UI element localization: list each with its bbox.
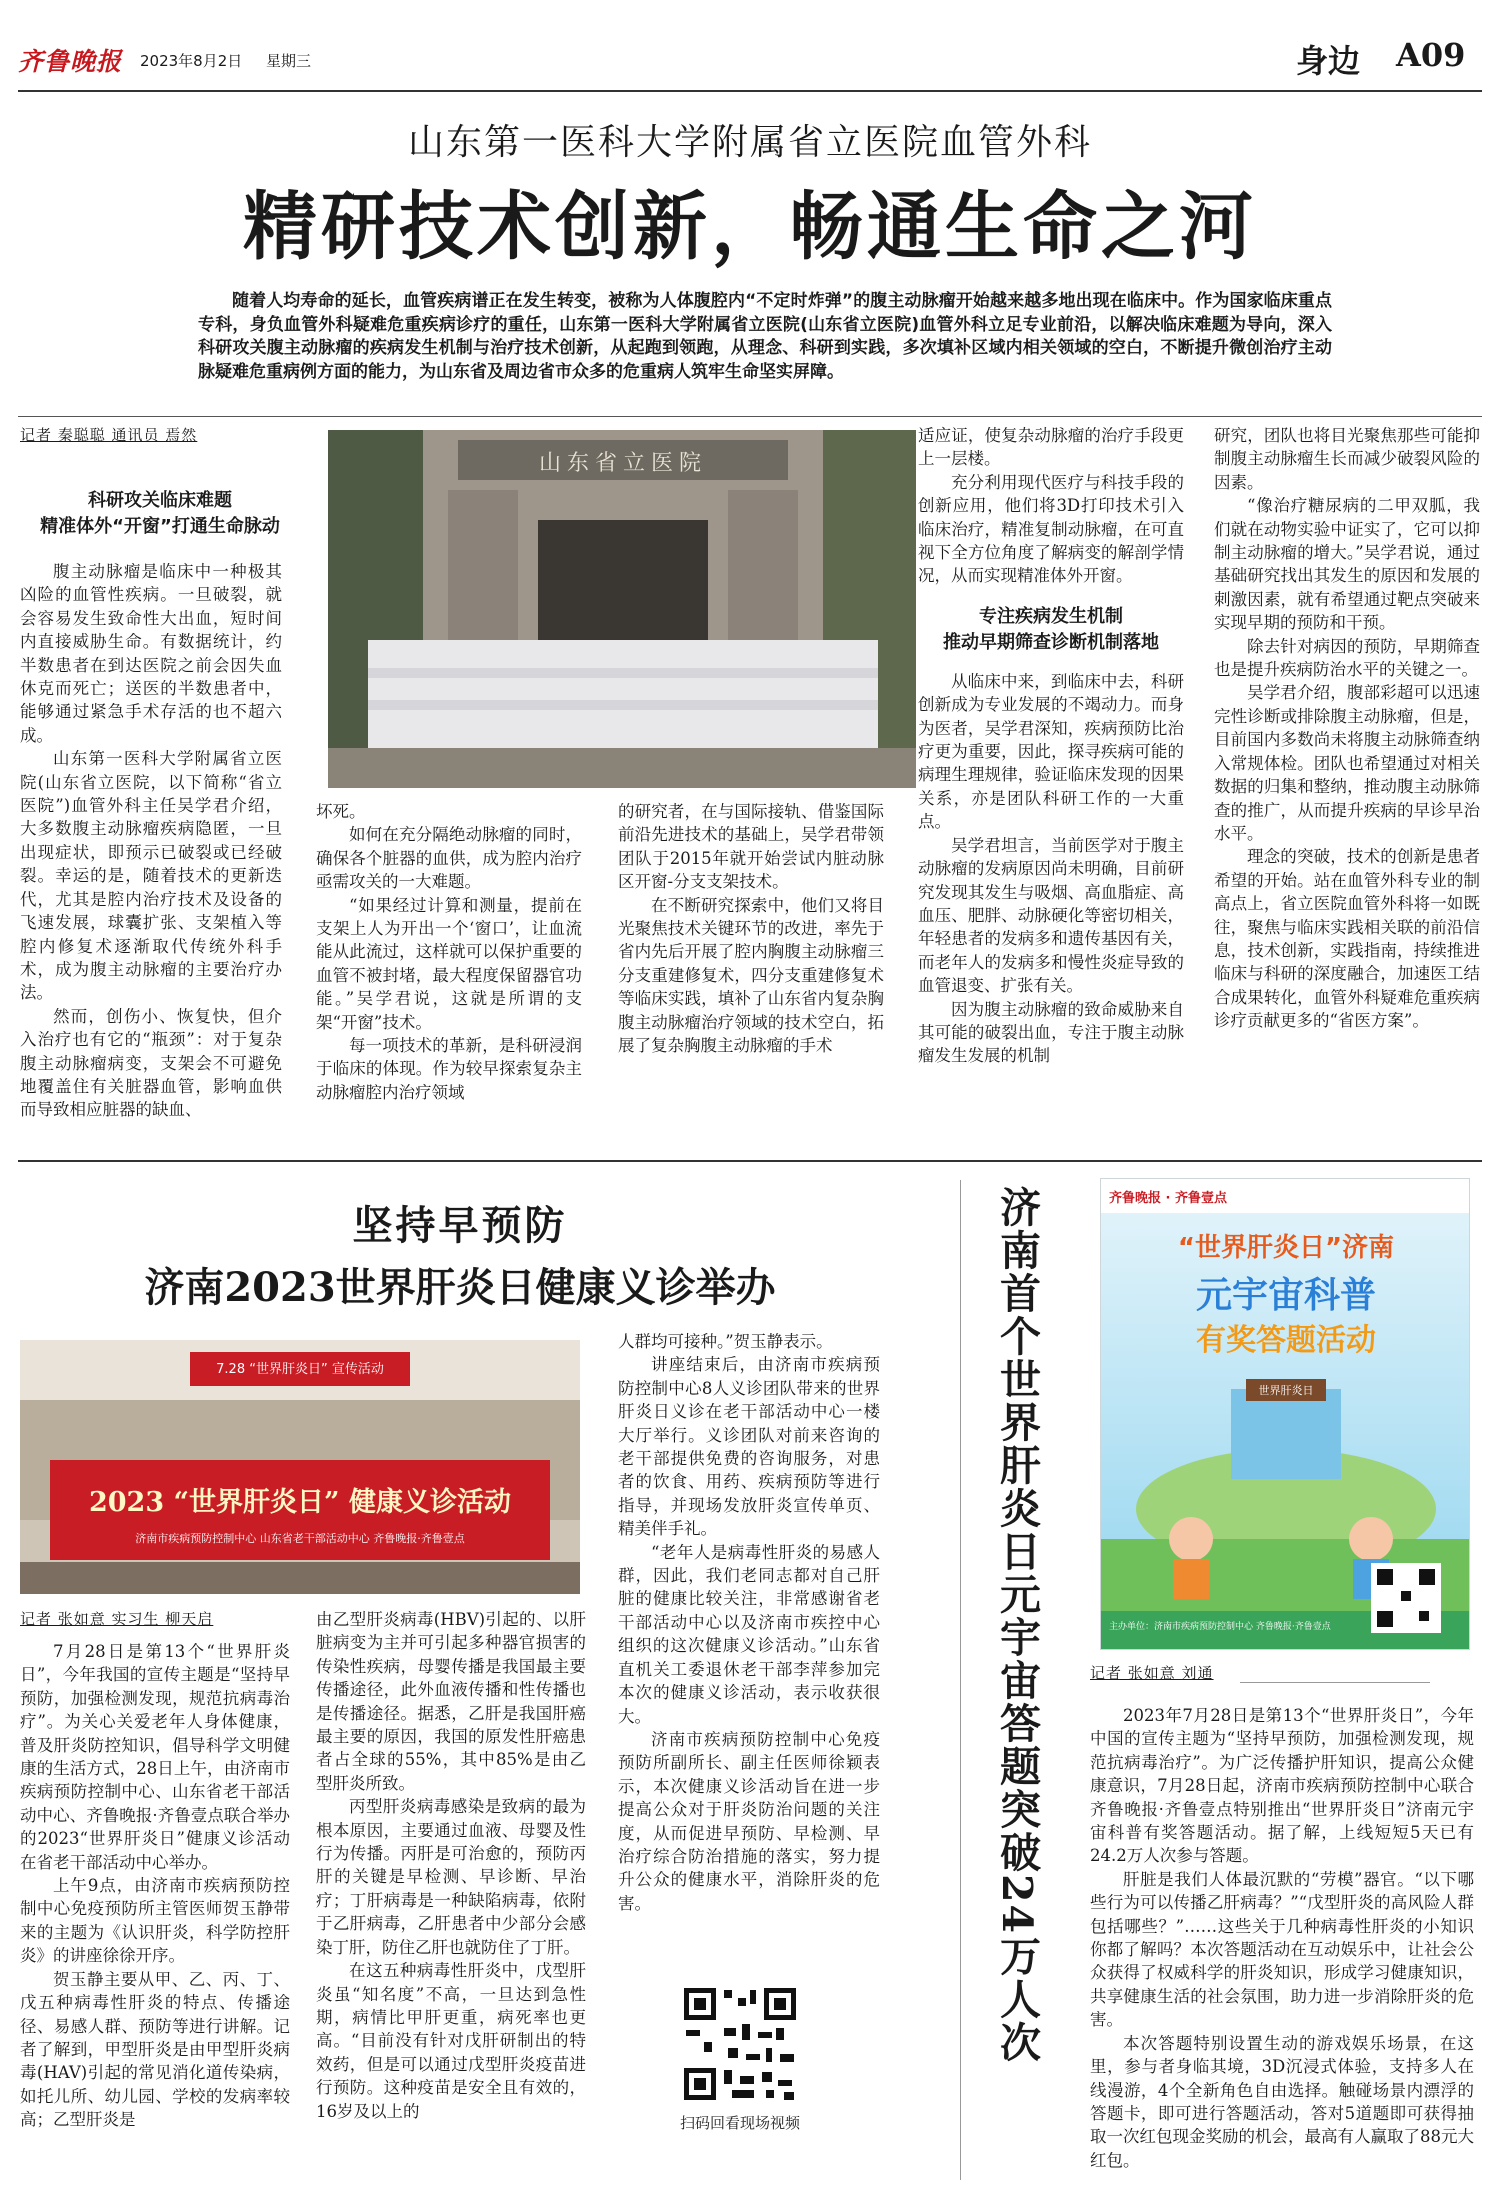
paragraph: 坏死。 xyxy=(316,802,366,821)
qr-code[interactable] xyxy=(680,1984,800,2104)
article1-col3 xyxy=(618,800,884,1057)
event-banner-top: 7.28 “世界肝炎日” 宣传活动 xyxy=(216,1362,384,1377)
article1-col2 xyxy=(316,800,582,1104)
paragraph: 充分利用现代医疗与科技手段的创新应用，他们将3D打印技术引入临床治疗，精准复制动脉瘤，在可直视下全方位角度了解病变的解剖学情况，从而实现精准体外开窗。 xyxy=(918,472,1184,586)
article2-headline-2: 济南2023世界肝炎日健康义诊举办 xyxy=(144,1264,776,1311)
paragraph: 适应证，使复杂动脉瘤的治疗手段更上一层楼。 xyxy=(918,426,1184,469)
article2-colC xyxy=(618,1330,880,1915)
poster-footer: 主办单位：济南市疾病预防控制中心 齐鲁晚报·齐鲁壹点 xyxy=(1109,1622,1331,1632)
poster-title-2: 元宇宙科普 xyxy=(1195,1275,1376,1316)
paragraph: 然而，创伤小、恢复快，但介入治疗也有它的“瓶颈”：对于复杂腹主动脉瘤病变，支架会不可避免地覆盖住有关脏器血管，影响血供而导致相应脏器的缺血、 xyxy=(20,1006,282,1120)
article3-body xyxy=(1090,1704,1474,2172)
paragraph: 山东第一医科大学附属省立医院(山东省立医院，以下简称“省立医院”)血管外科主任吴学君介绍，大多数腹主动脉瘤疾病隐匿，一旦出现症状，即预示已破裂或已经破裂。幸运的是，随着技术的更新迭代，尤其是腔内治疗技术及设备的飞速发展，球囊扩张、支架植入等腔内修复术逐渐取代传统外科手术，成为腹主动脉瘤的主要治疗办法。 xyxy=(20,749,282,1003)
hospital-photo-graphic xyxy=(328,430,916,788)
article1-kicker: 山东第一医科大学附属省立医院血管外科 xyxy=(407,122,1092,163)
article2-colA xyxy=(20,1640,290,2132)
paragraph: 腹主动脉瘤是临床中一种极其凶险的血管性疾病。一旦破裂，就会容易发生致命性大出血，短时间内直接威胁生命。有数据统计，约半数患者在到达医院之前会因失血休克而死亡；送医的半数患者中，能够通过紧急手术存活的也不超六成。 xyxy=(20,562,282,745)
poster-title-3: 有奖答题活动 xyxy=(1196,1323,1376,1358)
paragraph: 除去针对病因的预防，早期筛查也是提升疾病防治水平的关键之一。 xyxy=(1214,636,1480,680)
poster-title-1: “世界肝炎日”济南 xyxy=(1177,1233,1395,1263)
event-banner-sub: 济南市疾病预防控制中心 山东省老干部活动中心 齐鲁晚报·齐鲁壹点 xyxy=(135,1532,465,1545)
article1-col4 xyxy=(918,424,1184,1068)
article1-subhead-2: 专注疾病发生机制 推动早期筛查诊断机制落地 xyxy=(943,605,1159,653)
article2-byline: 记者 张如意 实习生 柳天启 xyxy=(20,1610,214,1628)
paragraph: 理念的突破，技术的创新是患者希望的开始。站在血管外科专业的制高点上，省立医院血管外科将一如既往，聚焦与临床实践相关联的前沿信息，技术创新，实践指南，持续推进临床与科研的深度融合，加速医工结合成果转化，血管外科疑难危重疾病诊疗贡献更多的“省医方案”。 xyxy=(1214,847,1480,1031)
paragraph: 丙型肝炎病毒感染是致病的最为根本原因，主要通过血液、母婴及性行为传播。丙肝是可治愈的，预防丙肝的关键是早检测、早诊断、早治疗；丁肝病毒是一种缺陷病毒，依附于乙肝病毒，乙肝患者中少部分会感染丁肝，防住乙肝也就防住了丁肝。 xyxy=(316,1797,586,1957)
hospital-group-photo xyxy=(328,430,916,788)
paragraph: 的研究者，在与国际接轨、借鉴国际前沿先进技术的基础上，吴学君带领团队于2015年就开始尝试内脏动脉区开窗-分支支架技术。 xyxy=(618,802,884,892)
article2-headline-1: 坚持早预防 xyxy=(352,1202,568,1249)
article1-lead: 随着人均寿命的延长，血管疾病谱正在发生转变，被称为人体腹腔内“不定时炸弹”的腹主动脉瘤开始越来越多地出现在临床中。作为国家临床重点专科，身负血管外科疑难危重疾病诊疗的重任，山东第一医科大学附属省立医院(山东省立医院)血管外科立足专业前沿，以解决临床难题为导向，深入科研攻关腹主动脉瘤的疾病发生机制与治疗技术创新，从起跑到领跑，从理念、科研到实践，多次填补区域内相关领域的空白，不断提升微创治疗主动脉疑难危重病例方面的能力，为山东省及周边省市众多的危重病人筑牢生命坚实屏障。 xyxy=(198,291,1332,382)
paragraph: 济南市疾病预防控制中心免疫预防所副所长、副主任医师徐颖表示，本次健康义诊活动旨在进一步提高公众对于肝炎防治问题的关注度，从而促进早预防、早检测、早治疗综合防治措施的落实，努力提升公众的健康水平，消除肝炎的危害。 xyxy=(618,1729,880,1913)
paragraph: 7月28日是第13个“世界肝炎日”，今年我国的宣传主题是“坚持早预防，加强检测发现，规范抗病毒治疗”。为关心关爱老年人身体健康，普及肝炎防控知识，倡导科学文明健康的生活方式，28日上午，由济南市疾病预防控制中心、山东省老干部活动中心、齐鲁晚报·齐鲁壹点联合举办的2023“世界肝炎日”健康义诊活动在省老干部活动中心举办。 xyxy=(20,1642,290,1872)
paragraph: 讲座结束后，由济南市疾病预防控制中心8人义诊团队带来的世界肝炎日义诊在老干部活动中心一楼大厅举行。义诊团队对前来咨询的老干部提供免费的咨询服务，对患者的饮食、用药、疾病预防等进行指导，并现场发放肝炎宣传单页、精美伴手礼。 xyxy=(618,1355,880,1539)
paragraph: “老年人是病毒性肝炎的易感人群，因此，我们老同志都对自己肝脏的健康比较关注，非常感谢省老干部活动中心以及济南市疾控中心组织的这次健康义诊活动。”山东省直机关工委退休老干部李萍参加完本次的健康义诊活动，表示收获很大。 xyxy=(618,1542,880,1726)
article1-subhead-1: 科研攻关临床难题 精准体外“开窗”打通生命脉动 xyxy=(40,490,280,537)
paragraph: 吴学君介绍，腹部彩超可以迅速完性诊断或排除腹主动脉瘤，但是，目前国内多数尚未将腹主动脉筛查纳入常规体检。团队也希望通过对相关数据的归集和整纳，推动腹主动脉筛查的推广，从而提升疾病的早诊早治水平。 xyxy=(1214,683,1480,843)
paragraph: 2023年7月28日是第13个“世界肝炎日”，今年中国的宣传主题为“坚持早预防，加强检测发现，规范抗病毒治疗”。为广泛传播护肝知识，提高公众健康意识，7月28日起，济南市疾病预防控制中心联合齐鲁晚报·齐鲁壹点特别推出“世界肝炎日”济南元宇宙科普有奖答题活动。据了解，上线短短5天已有24.2万人次参与答题。 xyxy=(1090,1706,1474,1866)
article1-col1 xyxy=(20,560,282,1122)
paragraph: 吴学君坦言，当前医学对于腹主动脉瘤的发病原因尚未明确，目前研究发现其发生与吸烟、高血脂症、高血压、肥胖、动脉硬化等密切相关，年轻患者的发病多和遗传基因有关，而老年人的发病多和慢性炎症导致的血管退变、扩张有关。 xyxy=(918,835,1184,996)
paragraph: 由乙型肝炎病毒(HBV)引起的、以肝脏病变为主并可引起多种器官损害的传染性疾病，母婴传播是我国最主要传播途径，此外血液传播和性传播也是传播途径。据悉，乙肝是我国肝癌最主要的原因，我国的原发性肝癌患者占全球的55%，其中85%是由乙型肝炎所致。 xyxy=(316,1610,586,1793)
paragraph: “如果经过计算和测量，提前在支架上人为开出一个‘窗口’，让血流能从此流过，这样就可以保护重要的血管不被封堵，最大程度保留器官功能。”吴学君说，这就是所谓的支架“开窗”技术。 xyxy=(316,895,582,1032)
page-number: A09 xyxy=(1396,36,1466,74)
poster-sign: 世界肝炎日 xyxy=(1258,1384,1314,1397)
paragraph: 肝脏是我们人体最沉默的“劳模”器官。“以下哪些行为可以传播乙肝病毒？”“戊型肝炎的高风险人群包括哪些？”……这些关于几种病毒性肝炎的小知识你都了解吗？本次答题活动在互动娱乐中，让社会公众获得了权威科学的肝炎知识，形成学习健康知识，共享健康生活的社会氛围，助力进一步消除肝炎的危害。 xyxy=(1090,1869,1474,2030)
issue-date: 2023年8月2日 xyxy=(140,52,243,70)
article3-divider xyxy=(960,1180,961,2180)
paragraph: 从临床中来，到临床中去，科研创新成为专业发展的不竭动力。而身为医者，吴学君深知，疾病预防比治疗更为重要，因此，探寻疾病可能的病理生理规律，验证临床发现的因果关系，亦是团队科研工作的一大重点。 xyxy=(918,671,1184,832)
paragraph: 如何在充分隔绝动脉瘤的同时，确保各个脏器的血供，成为腔内治疗亟需攻关的一大难题。 xyxy=(316,825,582,892)
paragraph: 本次答题特别设置生动的游戏娱乐场景，在这里，参与者身临其境，3D沉浸式体验，支持多人在线漫游，4个全新角色自由选择。触碰场景内漂浮的答题卡，即可进行答题活动，答对5道题即可获得抽取一次红包现金奖励的机会，最高有人赢取了88元大红包。 xyxy=(1090,2033,1474,2170)
paragraph: 在不断研究探索中，他们又将目光聚焦技术关键环节的改进，率先于省内先后开展了腔内胸腹主动脉瘤三分支重建修复术，四分支重建修复术等临床实践，填补了山东省内复杂胸腹主动脉瘤治疗领域的技术空白，拓展了复杂胸腹主动脉瘤的手术 xyxy=(618,895,884,1056)
issue-weekday: 星期三 xyxy=(266,52,312,70)
section-divider xyxy=(18,1160,1482,1162)
paragraph: 在这五种病毒性肝炎中，戊型肝炎虽“知名度”不高，一旦达到急性期，病情比甲肝更重，病死率也更高。“目前没有针对戊肝研制出的特效药，但是可以通过戊型肝炎疫苗进行预防。这种疫苗是安全且有效的，16岁及以上的 xyxy=(316,1961,586,2121)
article1-headline: 精研技术创新，畅通生命之河 xyxy=(243,184,1257,270)
paragraph: 贺玉静主要从甲、乙、丙、丁、戊五种病毒性肝炎的特点、传播途径、易感人群、预防等进行讲解。记者了解到，甲型肝炎是由甲型肝炎病毒(HAV)引起的常见消化道传染病，如托儿所、幼儿园、学校的发病率较高；乙型肝炎是 xyxy=(20,1969,290,2130)
newspaper-logo: 齐鲁晚报 xyxy=(18,47,123,76)
article2-colB xyxy=(316,1608,586,2123)
qr-code-graphic xyxy=(680,1984,800,2104)
poster-logo: 齐鲁晚报 · 齐鲁壹点 xyxy=(1109,1191,1227,1206)
article1-col5 xyxy=(1214,424,1480,1033)
event-photo-graphic xyxy=(20,1340,580,1594)
article3-vertical-headline: 济南首个世界肝炎日元宇宙答题突破24万人次 xyxy=(993,1186,1041,2065)
paragraph: 人群均可接种。”贺玉静表示。 xyxy=(618,1332,833,1351)
paragraph: 研究，团队也将目光聚焦那些可能抑制腹主动脉瘤生长而减少破裂风险的因素。 xyxy=(1214,426,1480,492)
byline-rule xyxy=(1240,1682,1430,1683)
paragraph: “像治疗糖尿病的二甲双胍，我们就在动物实验中证实了，它可以抑制主动脉瘤的增大。”吴学君说，通过基础研究找出其发生的原因和发展的刺激因素，就有希望通过靶点突破来实现早期的预防和干预。 xyxy=(1214,496,1480,633)
paragraph: 每一项技术的革新，是科研浸润于临床的体现。作为较早探索复杂主动脉瘤腔内治疗领域 xyxy=(316,1036,582,1102)
paragraph: 上午9点，由济南市疾病预防控制中心免疫预防所主管医师贺玉静带来的主题为《认识肝炎，科学防控肝炎》的讲座徐徐开序。 xyxy=(20,1876,290,1966)
lead-rule xyxy=(18,416,1482,417)
event-banner-main: 2023 “世界肝炎日” 健康义诊活动 xyxy=(88,1487,511,1518)
article1-byline: 记者 秦聪聪 通讯员 焉然 xyxy=(20,426,198,444)
masthead-rule xyxy=(18,90,1482,92)
hospital-sign: 山东省立医院 xyxy=(538,451,707,476)
article3-byline: 记者 张如意 刘通 xyxy=(1090,1664,1214,1682)
qr-caption: 扫码回看现场视频 xyxy=(679,2114,800,2132)
paragraph: 因为腹主动脉瘤的致命威胁来自其可能的破裂出血，专注于腹主动脉瘤发生发展的机制 xyxy=(918,999,1184,1066)
event-group-photo xyxy=(20,1340,580,1594)
quiz-event-poster xyxy=(1100,1178,1470,1650)
masthead xyxy=(18,30,1482,90)
section-name: 身边 xyxy=(1296,42,1361,80)
